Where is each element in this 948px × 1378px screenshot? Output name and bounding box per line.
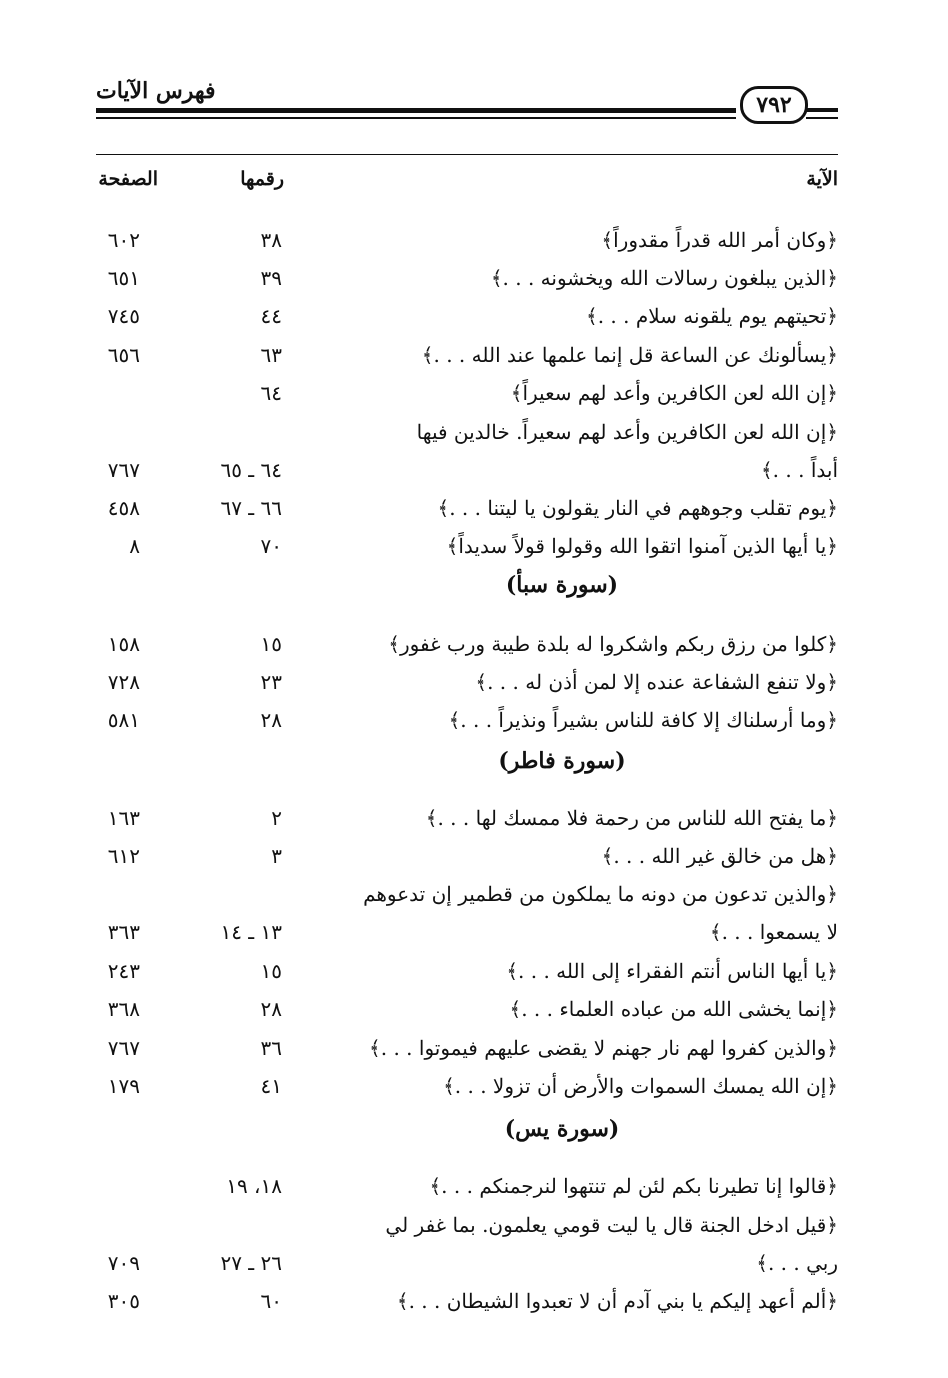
column-header-number: رقمها bbox=[240, 168, 284, 190]
verse-number: ٦٣ bbox=[260, 343, 282, 367]
verse-text: ﴿إن الله لعن الكافرين وأعد لهم سعيراً﴾ bbox=[510, 381, 838, 405]
verse-number: ٣٨ bbox=[260, 228, 282, 252]
page-reference: ١٦٣ bbox=[107, 806, 140, 830]
index-row bbox=[96, 876, 838, 912]
surah-heading bbox=[96, 572, 838, 598]
index-row bbox=[96, 222, 838, 258]
index-row bbox=[96, 337, 838, 373]
index-row bbox=[96, 800, 838, 836]
page-reference: ١٥٨ bbox=[107, 632, 140, 656]
verse-text: ﴿تحيتهم يوم يلقونه سلام . . .﴾ bbox=[585, 304, 838, 328]
verse-text: ﴿وكان أمر الله قدراً مقدوراً﴾ bbox=[601, 228, 838, 252]
page-number: ٧٩٢ bbox=[740, 86, 808, 124]
index-row bbox=[96, 702, 838, 738]
header-rule-tail bbox=[806, 117, 838, 119]
index-row bbox=[96, 838, 838, 874]
index-row bbox=[96, 626, 838, 662]
verse-number: ٦٦ ـ ٦٧ bbox=[220, 496, 282, 520]
index-row bbox=[96, 1030, 838, 1066]
index-row bbox=[96, 490, 838, 526]
verse-number: ١٣ ـ ١٤ bbox=[220, 920, 282, 944]
verse-text: ﴿إن الله لعن الكافرين وأعد لهم سعيراً. خالدين فيها bbox=[416, 420, 838, 444]
index-row bbox=[96, 1168, 838, 1204]
verse-number: ١٨، ١٩ bbox=[226, 1174, 282, 1198]
verse-text: ﴿يوم تقلب وجوههم في النار يقولون يا ليتنا . . .﴾ bbox=[437, 496, 838, 520]
verse-text: أبداً . . .﴾ bbox=[760, 458, 838, 482]
index-row bbox=[96, 664, 838, 700]
column-header-rule bbox=[96, 154, 838, 155]
page-reference: ٦٥١ bbox=[107, 266, 140, 290]
column-header-page: الصفحة bbox=[98, 168, 158, 190]
verse-number: ١٥ bbox=[260, 632, 282, 656]
index-row bbox=[96, 1207, 838, 1243]
surah-heading bbox=[96, 1116, 838, 1142]
verse-number: ٢٦ ـ ٢٧ bbox=[220, 1251, 282, 1275]
verse-number: ٣٦ bbox=[260, 1036, 282, 1060]
verse-number: ٣٩ bbox=[260, 266, 282, 290]
index-row bbox=[96, 1068, 838, 1104]
index-row bbox=[96, 528, 838, 564]
page-reference: ٢٤٣ bbox=[107, 959, 140, 983]
verse-text: ﴿قيل ادخل الجنة قال يا ليت قومي يعلمون. بما غفر لي bbox=[385, 1213, 838, 1237]
verse-number: ٤١ bbox=[260, 1074, 282, 1098]
verse-text: ﴿والذين تدعون من دونه ما يملكون من قطمير إن تدعوهم bbox=[363, 882, 838, 906]
index-row bbox=[96, 452, 838, 488]
verse-number: ٦٤ bbox=[260, 381, 282, 405]
page-reference: ٣٠٥ bbox=[107, 1289, 140, 1313]
verse-text: ﴿والذين كفروا لهم نار جهنم لا يقضى عليهم فيموتوا . . .﴾ bbox=[369, 1036, 838, 1060]
verse-text: ﴿يا أيها الناس أنتم الفقراء إلى الله . . .﴾ bbox=[506, 959, 838, 983]
verse-text: ﴿يا أيها الذين آمنوا اتقوا الله وقولوا قولاً سديداً﴾ bbox=[446, 534, 838, 558]
header-rule-thick bbox=[96, 108, 736, 113]
index-row bbox=[96, 298, 838, 334]
verse-text: ﴿الذين يبلغون رسالات الله ويخشونه . . .﴾ bbox=[490, 266, 838, 290]
verse-number: ١٥ bbox=[260, 959, 282, 983]
verse-text: ﴿قالوا إنا تطيرنا بكم لئن لم تنتهوا لنرجمنكم . . .﴾ bbox=[429, 1174, 838, 1198]
verse-text: ﴿ألم أعهد إليكم يا بني آدم أن لا تعبدوا الشيطان . . .﴾ bbox=[396, 1289, 838, 1313]
page-reference: ٦١٢ bbox=[107, 844, 140, 868]
verse-number: ٢ bbox=[271, 806, 282, 830]
index-row bbox=[96, 414, 838, 450]
index-row bbox=[96, 914, 838, 950]
page-reference: ٦٠٢ bbox=[107, 228, 140, 252]
verse-text: ﴿كلوا من رزق ربكم واشكروا له بلدة طيبة ورب غفور﴾ bbox=[388, 632, 838, 656]
header-rule-thin bbox=[96, 117, 736, 119]
index-row bbox=[96, 953, 838, 989]
page-reference: ٧٤٥ bbox=[107, 304, 140, 328]
verse-text: ﴿ولا تنفع الشفاعة عنده إلا لمن أذن له . . .﴾ bbox=[475, 670, 838, 694]
verse-text: لا يسمعوا . . .﴾ bbox=[709, 920, 838, 944]
verse-number: ٧٠ bbox=[260, 534, 282, 558]
page-reference: ٣٦٨ bbox=[107, 997, 140, 1021]
page-reference: ٣٦٣ bbox=[107, 920, 140, 944]
page-reference: ٧٦٧ bbox=[107, 458, 140, 482]
verse-text: ﴿إن الله يمسك السموات والأرض أن تزولا . . .﴾ bbox=[443, 1074, 838, 1098]
index-row bbox=[96, 260, 838, 296]
index-row bbox=[96, 1245, 838, 1281]
surah-heading-text: (سورة يس) bbox=[504, 1116, 620, 1142]
column-header-verse: الآية bbox=[806, 168, 838, 190]
page-reference: ١٧٩ bbox=[107, 1074, 140, 1098]
page-reference: ٧٠٩ bbox=[107, 1251, 140, 1275]
verse-number: ٢٣ bbox=[260, 670, 282, 694]
verse-number: ٣ bbox=[271, 844, 282, 868]
page-reference: ٧٢٨ bbox=[107, 670, 140, 694]
verse-number: ٦٤ ـ ٦٥ bbox=[220, 458, 282, 482]
running-header bbox=[96, 72, 838, 132]
surah-heading-text: (سورة سبأ) bbox=[505, 572, 619, 598]
verse-number: ٤٤ bbox=[260, 304, 282, 328]
header-title: فهرس الآيات bbox=[96, 78, 216, 104]
page-reference: ٥٨١ bbox=[107, 708, 140, 732]
surah-heading-text: (سورة فاطر) bbox=[498, 748, 626, 774]
index-row bbox=[96, 1283, 838, 1319]
verse-text: ﴿وما أرسلناك إلا كافة للناس بشيراً ونذيراً . . .﴾ bbox=[448, 708, 838, 732]
verse-text: ﴿هل من خالق غير الله . . .﴾ bbox=[601, 844, 838, 868]
verse-text: ﴿إنما يخشى الله من عباده العلماء . . .﴾ bbox=[509, 997, 838, 1021]
verse-number: ٢٨ bbox=[260, 997, 282, 1021]
page-reference: ٨ bbox=[129, 534, 140, 558]
verse-number: ٢٨ bbox=[260, 708, 282, 732]
page-reference: ٤٥٨ bbox=[107, 496, 140, 520]
page-reference: ٧٦٧ bbox=[107, 1036, 140, 1060]
verse-text: ﴿ما يفتح الله للناس من رحمة فلا ممسك لها . . .﴾ bbox=[425, 806, 838, 830]
page-reference: ٦٥٦ bbox=[107, 343, 140, 367]
verse-text: ﴿يسألونك عن الساعة قل إنما علمها عند الله . . .﴾ bbox=[421, 343, 838, 367]
index-row bbox=[96, 991, 838, 1027]
surah-heading bbox=[96, 748, 838, 774]
header-rule-tail bbox=[806, 108, 838, 112]
index-row bbox=[96, 375, 838, 411]
verse-text: ربي . . .﴾ bbox=[756, 1251, 838, 1275]
verse-number: ٦٠ bbox=[260, 1289, 282, 1313]
